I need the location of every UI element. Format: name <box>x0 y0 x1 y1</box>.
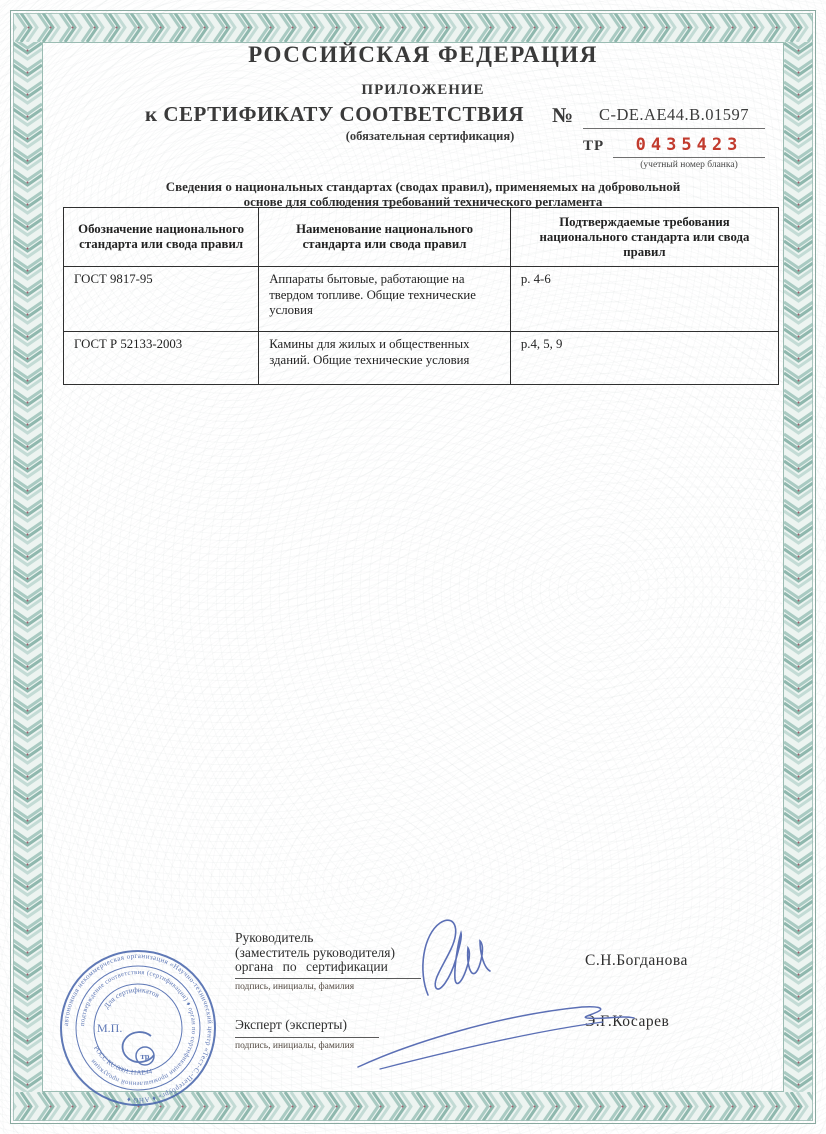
certificate-number: С-DE.АЕ44.В.01597 <box>583 105 765 129</box>
certificate-title: к СЕРТИФИКАТУ СООТВЕТСТВИЯ <box>145 102 525 126</box>
border-band-left <box>13 13 42 1121</box>
border-band-right <box>784 13 813 1121</box>
blank-number-caption: (учетный номер бланка) <box>640 160 738 170</box>
stamp-mp-text: М.П. <box>97 1021 123 1035</box>
svg-text:Для сертификатов <box>102 985 162 1010</box>
head-autograph <box>410 915 510 1003</box>
col-header-name: Наименование национального стандарта или свода правил <box>259 208 511 267</box>
tr-label: ТР <box>583 138 605 154</box>
expert-signature-line <box>235 1037 379 1038</box>
cell-designation: ГОСТ 9817-95 <box>64 267 259 332</box>
stamp-outer-ring-text: автономная некоммерческая организация «Научно-технический центр «Тест-С.-Петербург» ♦ АНО ♦ <box>62 951 215 1105</box>
head-role-line-3: органа по сертификации <box>235 959 388 974</box>
col-header-requirements: Подтверждаемые требования национального стандарта или свода правил <box>510 208 778 267</box>
table-row <box>64 267 779 332</box>
table-header-row <box>64 208 779 267</box>
cell-standard-name: Камины для жилых и общественных зданий. Общие технические условия <box>259 332 511 385</box>
appendix-title: ПРИЛОЖЕНИЕ <box>361 82 485 98</box>
stamp-tr-logo-text: тр <box>140 1051 150 1061</box>
expert-autograph <box>340 995 650 1073</box>
intro-paragraph <box>60 179 786 209</box>
country-title: РОССИЙСКАЯ ФЕДЕРАЦИЯ <box>248 42 598 67</box>
stamp-for-certificates-text: Для сертификатов <box>101 985 162 1011</box>
head-signature-line <box>235 978 421 979</box>
stamp-inner-ring-text: подтверждение соответствия (сертификация) ♦ орган по сертификации промышленной продукции <box>79 968 198 1088</box>
cell-requirements: р.4, 5, 9 <box>510 332 778 385</box>
cell-designation: ГОСТ Р 52133-2003 <box>64 332 259 385</box>
expert-role-label: Эксперт (эксперты) <box>235 1017 347 1032</box>
stamp-ross-number-text: РОСС RU.0001.11АЕ44 <box>92 1045 153 1077</box>
certification-body-stamp <box>56 946 220 1110</box>
number-sign: № <box>552 103 574 127</box>
head-role-line-2: (заместитель руководителя) <box>235 944 395 960</box>
certification-type-note: (обязательная сертификация) <box>345 129 515 143</box>
expert-name: Э.Г.Косарев <box>585 1013 670 1030</box>
border-band-top <box>13 13 813 42</box>
head-signature-caption: подпись, инициалы, фамилия <box>235 982 355 992</box>
head-name: С.Н.Богданова <box>585 952 688 969</box>
cell-standard-name: Аппараты бытовые, работающие на твердом топливе. Общие технические условия <box>259 267 511 332</box>
intro-line-1: Сведения о национальных стандартах (сводах правил), применяемых на добровольной <box>165 179 681 194</box>
cell-requirements: р. 4-6 <box>510 267 778 332</box>
head-role-label <box>235 931 395 975</box>
table-row <box>64 332 779 385</box>
intro-line-2: основе для соблюдения требований технического регламента <box>243 194 603 209</box>
standards-table <box>63 207 779 385</box>
expert-signature-caption: подпись, инициалы, фамилия <box>235 1041 355 1051</box>
col-header-designation: Обозначение национального стандарта или свода правил <box>64 208 259 267</box>
blank-serial-number: 0435423 <box>613 135 765 158</box>
head-role-line-1: Руководитель <box>235 930 314 945</box>
